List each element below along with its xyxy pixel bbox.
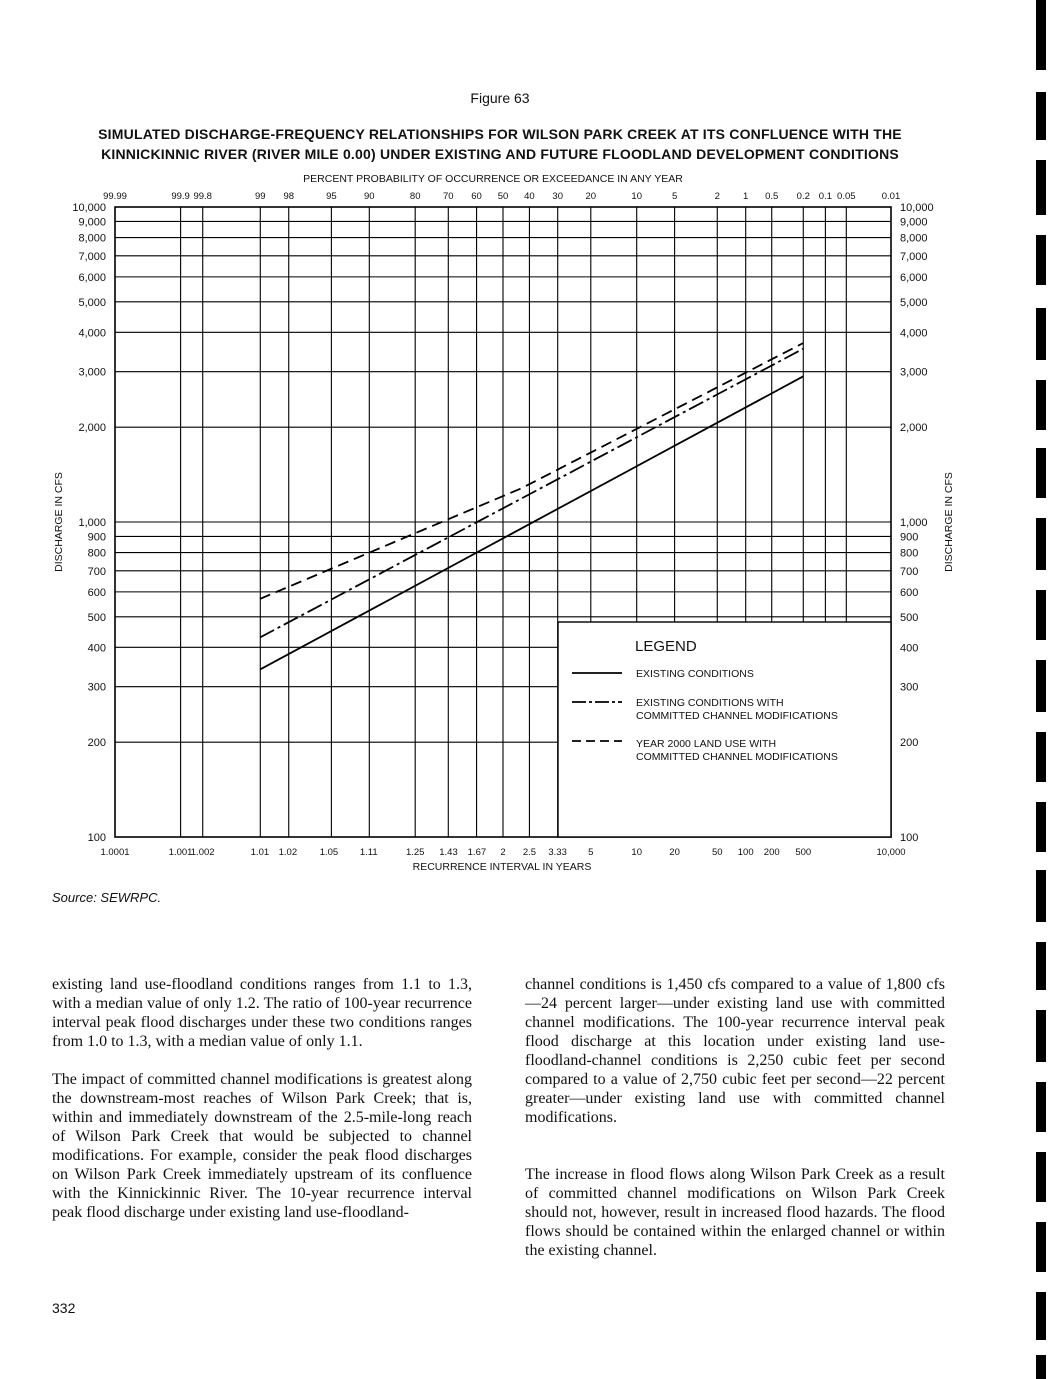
scan-edge-mark — [1036, 1355, 1046, 1379]
top-tick-label: 99.9 — [171, 191, 190, 202]
y-tick-label-right: 500 — [900, 611, 919, 624]
top-tick-label: 0.2 — [796, 191, 810, 202]
y-tick-label-right: 10,000 — [900, 202, 934, 214]
bottom-tick-label: 200 — [763, 847, 780, 858]
y-tick-label-right: 700 — [900, 565, 919, 578]
bottom-tick-label: 3.33 — [548, 847, 567, 858]
top-tick-label: 0.1 — [818, 191, 833, 202]
bottom-tick-label: 1.05 — [319, 847, 339, 858]
page-number: 332 — [52, 1300, 76, 1316]
series-line-dash-dot — [260, 349, 803, 638]
scan-edge-mark — [1036, 92, 1046, 140]
text-column-left — [52, 975, 472, 1241]
y-tick-label-left: 200 — [87, 737, 106, 750]
top-tick-label: 0.01 — [881, 191, 901, 202]
bottom-tick-label: 1.11 — [359, 847, 378, 858]
x-axis-label: RECURRENCE INTERVAL IN YEARS — [412, 861, 592, 873]
y-tick-label-left: 10,000 — [72, 202, 106, 214]
top-tick-label: 2 — [714, 191, 720, 202]
y-tick-label-left: 500 — [87, 611, 106, 624]
scan-edge-mark — [1036, 380, 1046, 430]
y-axis-label-left: DISCHARGE IN CFS — [53, 472, 65, 572]
scan-edge-mark — [1036, 1222, 1046, 1272]
scan-edge-mark — [1036, 802, 1046, 852]
bottom-tick-label: 1.25 — [405, 847, 425, 858]
top-axis-label: PERCENT PROBABILITY OF OCCURRENCE OR EXCEEDANCE IN ANY YEAR — [303, 173, 683, 185]
paragraph: The increase in flood flows along Wilson Park Creek as a result of committed channel modifications on Wilson Park Creek should not, however, result in increased flood hazards. The flood flows should be contained within the enlarged channel or within the existing channel. — [525, 1166, 945, 1259]
top-tick-label: 60 — [471, 191, 482, 202]
y-tick-label-right: 4,000 — [900, 327, 928, 340]
legend-label-committed: EXISTING CONDITIONS WITH — [636, 697, 784, 709]
bottom-tick-label: 1.002 — [190, 847, 215, 858]
top-tick-label: 95 — [326, 191, 337, 202]
legend-label-committed-line2: COMMITTED CHANNEL MODIFICATIONS — [636, 710, 838, 722]
paragraph: channel conditions is 1,450 cfs compared to a value of 1,800 cfs—24 percent larger—under existing land use with committed channel modifications. The 100-year recurrence interval peak flood discharge at this location under existing land use-floodland-channel conditions is 2,250 cubic feet per second compared to a value of 2,750 cubic feet per second—22 percent greater—under existing land use with committed channel modifications. — [525, 976, 945, 1126]
figure-title-line2: KINNICKINNIC RIVER (RIVER MILE 0.00) UNDER EXISTING AND FUTURE FLOODLAND DEVELOPMENT CONDITIONS — [101, 146, 899, 162]
text-column-right — [525, 975, 945, 1279]
bottom-tick-label: 1.67 — [467, 847, 487, 858]
y-tick-label-left: 100 — [87, 832, 106, 844]
paragraph: existing land use-floodland conditions ranges from 1.1 to 1.3, with a median value of only 1.2. The ratio of 100-year recurrence interval peak flood discharges under these two conditions ranges from 1.0 to 1.3, with a median value of only 1.1. — [52, 976, 472, 1050]
y-tick-label-right: 2,000 — [900, 422, 928, 435]
figure-source: Source: SEWRPC. — [52, 890, 162, 905]
legend-box — [558, 622, 891, 837]
top-tick-label: 0.5 — [765, 191, 779, 202]
legend-label-year2000: YEAR 2000 LAND USE WITH — [636, 738, 777, 750]
y-tick-label-right: 7,000 — [900, 250, 928, 263]
figure-label: Figure 63 — [470, 90, 530, 106]
scan-edge-mark — [1036, 660, 1046, 712]
y-tick-label-right: 1,000 — [900, 517, 928, 529]
bottom-tick-label: 100 — [737, 847, 754, 858]
bottom-tick-label: 1.01 — [250, 847, 270, 858]
y-tick-label-left: 6,000 — [78, 271, 106, 284]
legend-label-existing: EXISTING CONDITIONS — [636, 668, 754, 680]
bottom-tick-label: 2 — [500, 847, 506, 858]
bottom-tick-label: 5 — [588, 847, 594, 858]
y-tick-label-left: 9,000 — [78, 216, 106, 229]
y-tick-label-right: 8,000 — [900, 232, 928, 245]
scan-edge-mark — [1036, 1010, 1046, 1062]
y-tick-label-right: 300 — [900, 681, 919, 694]
y-tick-label-right: 400 — [900, 642, 919, 655]
scan-edge-mark — [1036, 160, 1046, 215]
y-tick-label-left: 2,000 — [78, 422, 106, 435]
y-tick-label-left: 4,000 — [78, 327, 106, 340]
top-tick-label: 99 — [255, 191, 266, 202]
top-tick-label: 98 — [283, 191, 295, 202]
y-tick-label-left: 1,000 — [78, 517, 106, 529]
scan-edge-mark — [1036, 235, 1046, 285]
top-tick-label: 99.99 — [103, 191, 127, 202]
y-tick-label-right: 100 — [900, 832, 919, 844]
top-tick-label: 1 — [743, 191, 749, 202]
scan-edge-mark — [1036, 518, 1046, 570]
bottom-tick-label: 50 — [711, 847, 723, 858]
y-tick-label-right: 3,000 — [900, 366, 928, 379]
figure-title-line1: SIMULATED DISCHARGE-FREQUENCY RELATIONSHIPS FOR WILSON PARK CREEK AT ITS CONFLUENCE WITH THE — [98, 126, 902, 142]
top-tick-label: 0.05 — [837, 191, 856, 202]
paragraph: The impact of committed channel modifications is greatest along the downstream-most reaches of Wilson Park Creek; that is, within and immediately downstream of the 2.5-mile-long reach of Wilson Park Creek that would be subjected to channel modifications. For example, consider the peak flood discharges on Wilson Park Creek immediately upstream of its confluence with the Kinnickinnic River. The 10-year recurrence interval peak flood discharge under existing land use-floodland- — [52, 1071, 472, 1221]
scan-edge-mark — [1036, 732, 1046, 782]
top-tick-label: 80 — [409, 191, 421, 202]
top-tick-label: 5 — [671, 191, 678, 202]
series-line-dashed — [260, 343, 803, 599]
discharge-frequency-chart — [0, 160, 1010, 880]
y-tick-label-right: 9,000 — [900, 216, 928, 229]
y-tick-label-right: 5,000 — [900, 296, 928, 309]
top-tick-label: 90 — [364, 191, 375, 202]
top-tick-label: 20 — [585, 191, 597, 202]
top-tick-label: 70 — [443, 191, 454, 202]
y-tick-label-right: 200 — [900, 737, 919, 750]
top-tick-label: 99.8 — [193, 191, 212, 202]
bottom-tick-label: 1.001 — [168, 847, 193, 858]
scan-edge-mark — [1036, 1082, 1046, 1132]
scan-edge-mark — [1036, 308, 1046, 360]
bottom-tick-label: 10 — [631, 847, 642, 858]
top-tick-label: 50 — [497, 191, 509, 202]
figure-title — [60, 124, 940, 164]
top-tick-label: 10 — [631, 191, 642, 202]
y-tick-label-right: 6,000 — [900, 271, 928, 284]
top-tick-label: 30 — [552, 191, 563, 202]
scan-edge-mark — [1036, 590, 1046, 640]
scan-edge-mark — [1036, 1152, 1046, 1202]
series-lines — [260, 343, 803, 670]
y-tick-label-right: 900 — [900, 531, 919, 544]
y-tick-label-left: 5,000 — [78, 296, 106, 309]
y-tick-label-left: 400 — [87, 642, 106, 655]
bottom-tick-label: 500 — [795, 847, 812, 858]
y-tick-label-left: 700 — [87, 565, 106, 578]
legend-title: LEGEND — [635, 638, 697, 655]
top-tick-label: 40 — [524, 191, 535, 202]
y-tick-label-left: 300 — [87, 681, 106, 694]
bottom-tick-label: 2.5 — [522, 847, 537, 858]
scan-edge-mark — [1036, 448, 1046, 498]
bottom-tick-label: 10,000 — [876, 847, 906, 858]
scan-edge-mark — [1036, 870, 1046, 922]
y-tick-label-left: 900 — [87, 531, 106, 544]
y-tick-label-left: 800 — [87, 547, 106, 560]
bottom-tick-label: 1.43 — [439, 847, 458, 858]
y-tick-label-right: 800 — [900, 547, 919, 560]
bottom-tick-label: 20 — [669, 847, 680, 858]
y-tick-label-left: 8,000 — [78, 232, 106, 245]
y-tick-label-left: 7,000 — [78, 250, 106, 263]
bottom-tick-label: 1.0001 — [100, 847, 130, 858]
scan-edge-mark — [1036, 942, 1046, 990]
y-tick-label-left: 600 — [87, 586, 106, 599]
scan-edge-mark — [1036, 1292, 1046, 1340]
legend-label-year2000-line2: COMMITTED CHANNEL MODIFICATIONS — [636, 751, 838, 763]
y-axis-label-right: DISCHARGE IN CFS — [943, 472, 955, 572]
scan-edge-mark — [1036, 0, 1046, 70]
y-tick-label-right: 600 — [900, 586, 919, 599]
bottom-tick-label: 1.02 — [278, 847, 298, 858]
y-tick-label-left: 3,000 — [78, 366, 106, 379]
legend — [558, 622, 891, 837]
